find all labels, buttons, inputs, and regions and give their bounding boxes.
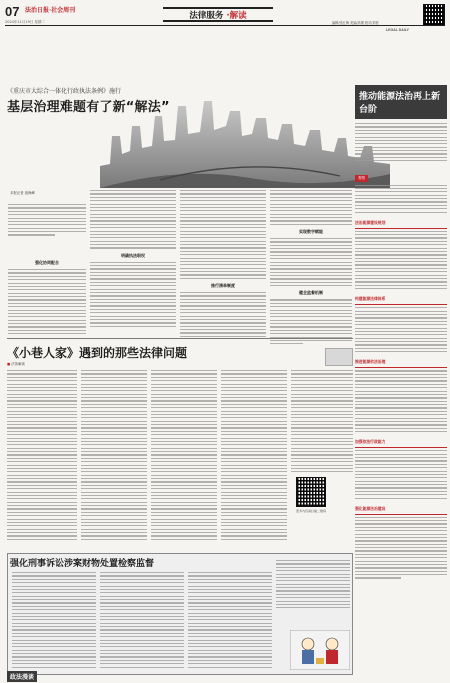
subhead-3: 实现数字赋能 bbox=[299, 228, 323, 234]
right-sidebar bbox=[355, 85, 447, 680]
sidebar-section-head: 加强依法行政能力 bbox=[355, 437, 447, 448]
article-b-photo bbox=[325, 348, 353, 366]
cartoon-illustration bbox=[290, 630, 350, 670]
lead-byline: 本报记者 战海峰 bbox=[10, 191, 35, 195]
subhead-1: 明确执法职权 bbox=[121, 252, 145, 258]
sidebar-section-head: 推进能源依法治理 bbox=[355, 357, 447, 368]
lead-subtitle: 《重庆市大综合一体化行政执法条例》施行 bbox=[7, 88, 122, 95]
article-b-byline: ■ 法条解读 bbox=[7, 362, 25, 366]
sidebar-section-2 bbox=[355, 294, 447, 352]
paper-name: 法治日报·社会周刊 bbox=[25, 7, 76, 14]
b-col-2 bbox=[81, 370, 147, 542]
sidebar-section-4 bbox=[355, 437, 447, 498]
article-b-byline-text: 法条解读 bbox=[11, 362, 25, 366]
sidebar-section-1 bbox=[355, 218, 447, 290]
sidebar-section-head: 构建能源法律体系 bbox=[355, 294, 447, 305]
b-col-1 bbox=[7, 370, 77, 542]
sidebar-text-0 bbox=[355, 185, 447, 213]
sidebar-section-3 bbox=[355, 357, 447, 432]
lead-col-1 bbox=[90, 190, 176, 329]
lead-quote-block bbox=[8, 204, 86, 252]
b-col-3 bbox=[151, 370, 217, 542]
c-col-4 bbox=[276, 560, 350, 611]
qr-caption: 更多内容请扫描二维码 bbox=[295, 509, 326, 513]
article-b-title: 《小巷人家》遇到的那些法律问题 bbox=[7, 346, 188, 360]
lead-col-3 bbox=[270, 190, 352, 347]
page-header bbox=[5, 4, 445, 54]
editor-credits: 编辑/张红梅 美编/高瑾 校对/刘悦 bbox=[332, 21, 379, 25]
subhead-2: 推行清单制度 bbox=[211, 282, 235, 288]
subhead-4: 健全监督机制 bbox=[299, 290, 323, 296]
footer-column-logo: 政法漫谈 bbox=[7, 671, 37, 682]
legal-daily-tag: LEGAL DAILY bbox=[386, 28, 409, 32]
lead-title: 基层治理难题有了新“解法” bbox=[7, 100, 170, 115]
c-col-2 bbox=[100, 572, 184, 670]
column-main: 法律服务 bbox=[189, 10, 224, 21]
section-divider-1 bbox=[7, 338, 353, 339]
sidebar-label: 观察 bbox=[355, 175, 368, 182]
issue-date: 2024年11月19日 星期二 bbox=[5, 20, 45, 24]
qr-code-icon bbox=[296, 477, 326, 507]
sidebar-section-head: 强化能源法治建设 bbox=[355, 504, 447, 515]
column-title bbox=[163, 7, 273, 22]
c-col-3 bbox=[188, 572, 272, 670]
qr-code-icon bbox=[423, 4, 445, 26]
article-c-title: 强化刑事诉讼涉案财物处置检察监督 bbox=[10, 559, 155, 569]
sidebar-section-5 bbox=[355, 504, 447, 579]
sidebar-section-head: 法治能源建设规划 bbox=[355, 218, 447, 229]
city-skyline-illustration bbox=[100, 96, 390, 188]
lead-col-2 bbox=[180, 190, 266, 339]
b-col-4 bbox=[221, 370, 287, 542]
c-col-1 bbox=[12, 572, 96, 670]
sidebar-headline: 推动能源法治再上新台阶 bbox=[355, 85, 447, 119]
page-number: 07 bbox=[5, 4, 20, 19]
sidebar-intro bbox=[355, 123, 447, 161]
column-sub: ·解读 bbox=[226, 10, 247, 21]
b-col-5 bbox=[291, 370, 353, 475]
subhead-0: 强化协同配合 bbox=[35, 260, 59, 265]
lead-col-0 bbox=[8, 256, 86, 337]
header-rule bbox=[5, 25, 445, 26]
